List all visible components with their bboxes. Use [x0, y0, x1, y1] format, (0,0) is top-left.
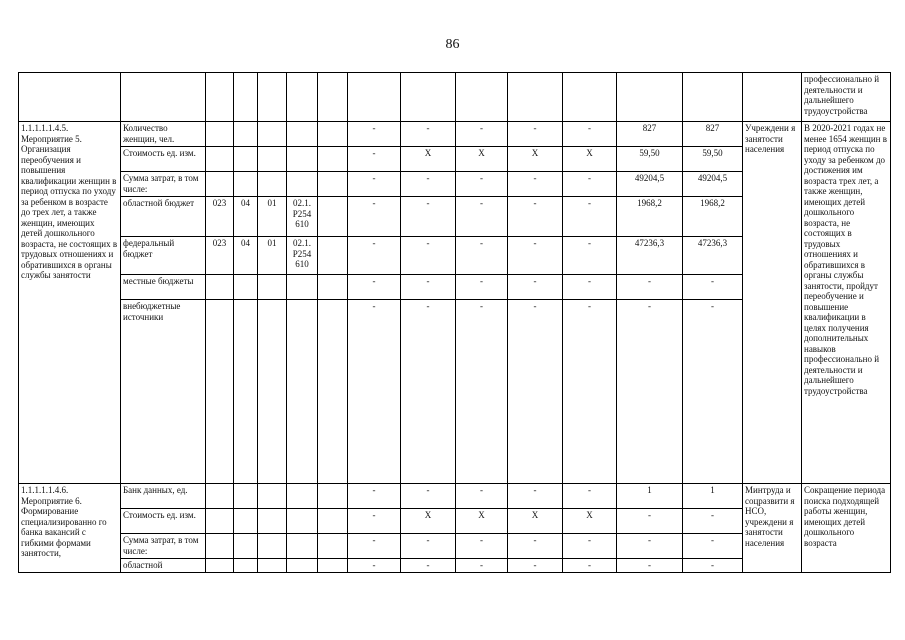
value-cell: - — [508, 300, 563, 484]
budget-code: 01 — [258, 237, 287, 275]
value-cell: - — [456, 237, 508, 275]
program-table — [18, 72, 891, 573]
value-cell: - — [563, 197, 617, 237]
budget-code: 023 — [206, 197, 234, 237]
budget-code — [287, 147, 318, 172]
budget-code — [287, 509, 318, 534]
budget-code — [234, 172, 258, 197]
empty-cell — [318, 300, 348, 484]
activity-name: 1.1.1.1.1.4.6. Мероприятие 6. Формирование специализированно го банка вакансий с гибкими формами занятости, — [19, 484, 121, 573]
activity-name: 1.1.1.1.1.4.5. Мероприятие 5. Организация переобучения и повышения квалификации женщин в период отпуска по уходу за ребенком в возрасте до трех лет, а также женщин, имеющих детей дошкольного возраста, не состоящих в трудовых отношениях и обратившихся в органы службы занятости — [19, 122, 121, 484]
budget-code — [258, 534, 287, 559]
value-cell: Х — [401, 509, 456, 534]
value-cell: - — [563, 122, 617, 147]
budget-code — [258, 147, 287, 172]
value-cell: - — [456, 122, 508, 147]
value-cell: 827 — [617, 122, 683, 147]
budget-code — [258, 559, 287, 573]
budget-code — [206, 559, 234, 573]
value-cell: - — [456, 484, 508, 509]
budget-code — [258, 509, 287, 534]
budget-code — [234, 122, 258, 147]
budget-code — [234, 300, 258, 484]
value-cell: 49204,5 — [683, 172, 743, 197]
empty-cell — [318, 275, 348, 300]
indicator-label: Сумма затрат, в том числе: — [121, 534, 206, 559]
budget-code — [258, 122, 287, 147]
empty-cell — [318, 172, 348, 197]
table-body — [19, 73, 891, 573]
empty-cell — [318, 534, 348, 559]
budget-code — [258, 484, 287, 509]
budget-code: 04 — [234, 237, 258, 275]
value-cell: - — [456, 559, 508, 573]
budget-code — [234, 275, 258, 300]
value-cell: - — [508, 559, 563, 573]
value-cell: - — [401, 484, 456, 509]
value-cell: - — [348, 300, 401, 484]
value-cell: - — [348, 534, 401, 559]
value-cell: - — [683, 559, 743, 573]
value-cell: 1968,2 — [683, 197, 743, 237]
budget-code — [206, 300, 234, 484]
budget-code — [206, 534, 234, 559]
result-cell: профессионально й деятельности и дальнейшего трудоустройства — [802, 73, 891, 122]
value-cell: - — [456, 534, 508, 559]
value-cell: - — [348, 559, 401, 573]
page-number: 86 — [445, 37, 460, 52]
budget-code: 04 — [234, 197, 258, 237]
value-cell: Х — [401, 147, 456, 172]
value-cell: - — [348, 237, 401, 275]
value-cell: - — [401, 300, 456, 484]
value-cell: Х — [563, 509, 617, 534]
empty-cell — [318, 122, 348, 147]
budget-code — [287, 275, 318, 300]
value-cell: 47236,3 — [617, 237, 683, 275]
table-row — [19, 484, 891, 509]
result-cell: В 2020-2021 годах не менее 1654 женщин в период отпуска по уходу за ребенком до достижения им возраста трех лет, а также женщин, имеющих детей дошкольного возраста, не состоящих в трудовых отношениях и обратившихся в органы службы занятости, пройдут переобучение и повышение квалификации в целях получения дополнительных навыков профессионально й деятельности и дальнейшего трудоустройства — [802, 122, 891, 484]
budget-code — [258, 300, 287, 484]
budget-code — [234, 484, 258, 509]
value-cell: - — [683, 300, 743, 484]
budget-code — [206, 509, 234, 534]
value-cell: - — [348, 147, 401, 172]
value-cell: - — [508, 197, 563, 237]
empty-cell — [318, 559, 348, 573]
value-cell: - — [683, 275, 743, 300]
value-cell: 49204,5 — [617, 172, 683, 197]
budget-code — [206, 275, 234, 300]
value-cell: - — [508, 275, 563, 300]
value-cell: 1968,2 — [617, 197, 683, 237]
value-cell: - — [456, 275, 508, 300]
value-cell: - — [617, 509, 683, 534]
budget-code — [287, 172, 318, 197]
value-cell: 59,50 — [617, 147, 683, 172]
value-cell: - — [683, 534, 743, 559]
budget-code — [287, 122, 318, 147]
value-cell: - — [617, 534, 683, 559]
value-cell: - — [401, 237, 456, 275]
budget-code — [287, 300, 318, 484]
budget-code — [234, 559, 258, 573]
value-cell: 59,50 — [683, 147, 743, 172]
indicator-label: Стоимость ед. изм. — [121, 147, 206, 172]
value-cell: - — [617, 559, 683, 573]
budget-code — [234, 534, 258, 559]
budget-code — [206, 172, 234, 197]
value-cell: - — [348, 275, 401, 300]
budget-code — [287, 484, 318, 509]
value-cell: 827 — [683, 122, 743, 147]
value-cell: - — [508, 172, 563, 197]
empty-cell — [318, 237, 348, 275]
value-cell: - — [563, 534, 617, 559]
empty-cell — [318, 509, 348, 534]
budget-code — [258, 275, 287, 300]
indicator-label: местные бюджеты — [121, 275, 206, 300]
value-cell: - — [508, 237, 563, 275]
indicator-label: внебюджетные источники — [121, 300, 206, 484]
value-cell: - — [508, 122, 563, 147]
indicator-label: областной бюджет — [121, 197, 206, 237]
value-cell: Х — [563, 147, 617, 172]
value-cell: - — [348, 509, 401, 534]
value-cell: - — [401, 122, 456, 147]
budget-code — [206, 147, 234, 172]
value-cell: 1 — [683, 484, 743, 509]
empty-cell — [318, 147, 348, 172]
empty-cell — [318, 197, 348, 237]
value-cell: - — [401, 534, 456, 559]
indicator-label: Банк данных, ед. — [121, 484, 206, 509]
indicator-label: Сумма затрат, в том числе: — [121, 172, 206, 197]
value-cell: - — [617, 300, 683, 484]
table-row — [19, 73, 891, 122]
value-cell: - — [456, 300, 508, 484]
value-cell: 1 — [617, 484, 683, 509]
value-cell: - — [508, 534, 563, 559]
value-cell: Х — [508, 147, 563, 172]
value-cell: - — [563, 484, 617, 509]
executor-cell: Минтруда и соцразвити я НСО, учреждени я занятости населения — [743, 484, 802, 573]
budget-code: 023 — [206, 237, 234, 275]
budget-code — [234, 509, 258, 534]
indicator-label: Стоимость ед. изм. — [121, 509, 206, 534]
value-cell: - — [348, 484, 401, 509]
value-cell: - — [683, 509, 743, 534]
value-cell: - — [348, 122, 401, 147]
value-cell: - — [401, 275, 456, 300]
executor-cell: Учреждени я занятости населения — [743, 122, 802, 484]
value-cell: - — [508, 484, 563, 509]
budget-code — [287, 534, 318, 559]
indicator-label: областной — [121, 559, 206, 573]
value-cell: - — [563, 559, 617, 573]
budget-code — [258, 172, 287, 197]
value-cell: 47236,3 — [683, 237, 743, 275]
budget-code — [206, 484, 234, 509]
value-cell: - — [456, 197, 508, 237]
value-cell: Х — [456, 147, 508, 172]
budget-code: 02.1. Р254 610 — [287, 197, 318, 237]
indicator-label: федеральный бюджет — [121, 237, 206, 275]
value-cell: - — [401, 197, 456, 237]
budget-code: 02.1. Р254 610 — [287, 237, 318, 275]
value-cell: - — [401, 172, 456, 197]
value-cell: - — [563, 237, 617, 275]
budget-code — [206, 122, 234, 147]
value-cell: - — [348, 197, 401, 237]
value-cell: - — [563, 172, 617, 197]
budget-code — [234, 147, 258, 172]
budget-code — [287, 559, 318, 573]
value-cell: Х — [508, 509, 563, 534]
value-cell: - — [617, 275, 683, 300]
budget-code: 01 — [258, 197, 287, 237]
value-cell: - — [563, 275, 617, 300]
indicator-label: Количество женщин, чел. — [121, 122, 206, 147]
value-cell: - — [401, 559, 456, 573]
table-row — [19, 122, 891, 147]
value-cell: Х — [456, 509, 508, 534]
value-cell: - — [563, 300, 617, 484]
value-cell: - — [456, 172, 508, 197]
empty-cell — [318, 484, 348, 509]
result-cell: Сокращение периода поиска подходящей работы женщин, имеющих детей дошкольного возраста — [802, 484, 891, 573]
value-cell: - — [348, 172, 401, 197]
